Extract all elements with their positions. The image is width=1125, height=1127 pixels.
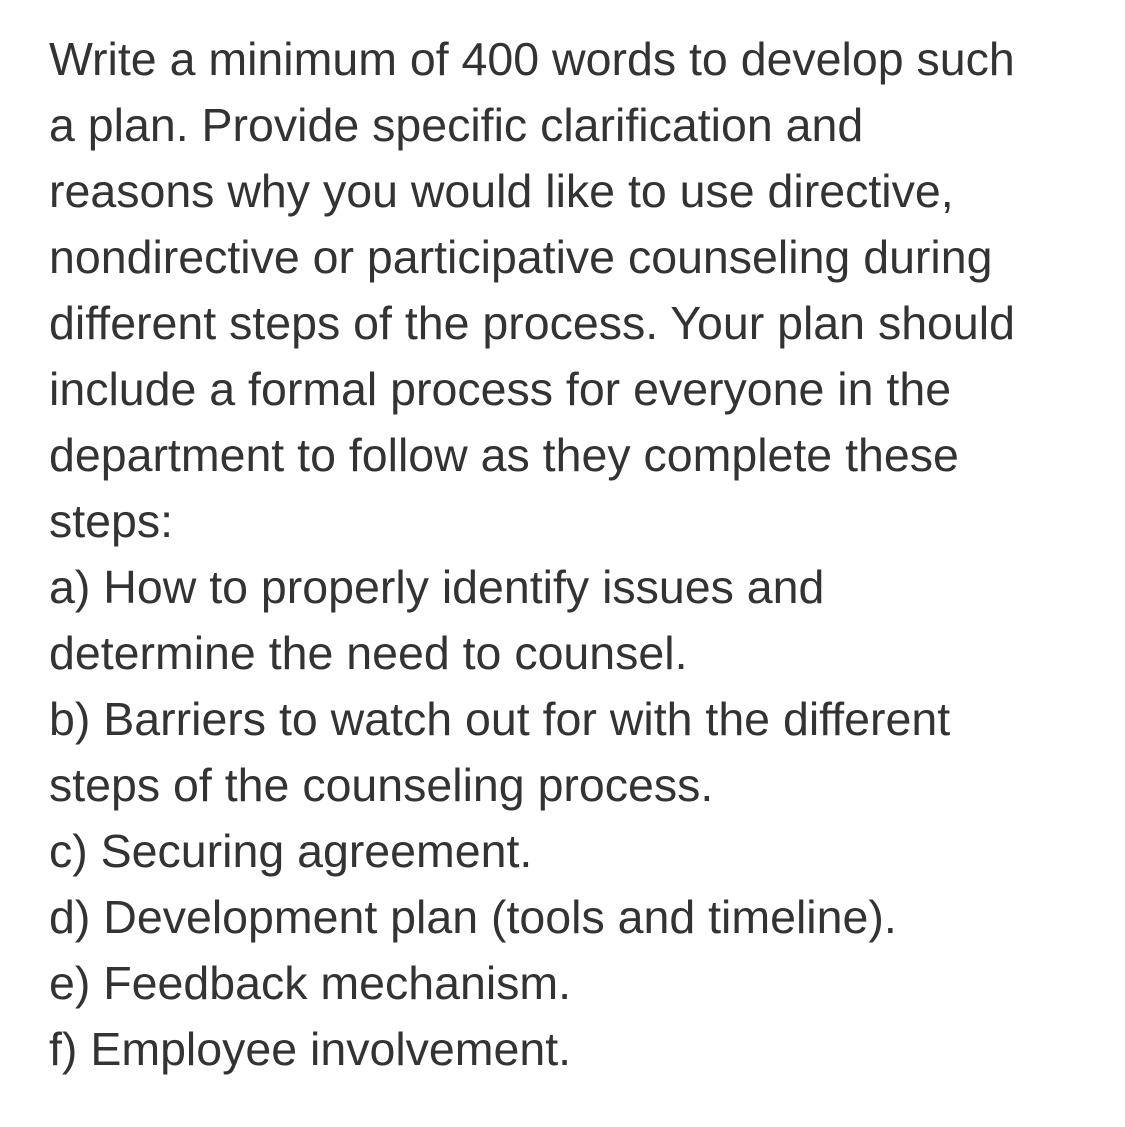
list-item-b: b) Barriers to watch out for with the different	[49, 693, 951, 745]
text-line: steps:	[49, 495, 174, 547]
text-line: reasons why you would like to use directive,	[49, 165, 954, 217]
text-line: department to follow as they complete these	[49, 429, 959, 481]
list-item-a-continued: determine the need to counsel.	[49, 627, 688, 679]
text-line: different steps of the process. Your plan should	[49, 297, 1015, 349]
text-line: a plan. Provide specific clarification and	[49, 99, 864, 151]
list-item-c: c) Securing agreement.	[49, 825, 533, 877]
document-text	[49, 26, 1109, 1082]
list-item-b-continued: steps of the counseling process.	[49, 759, 714, 811]
list-item-e: e) Feedback mechanism.	[49, 957, 572, 1009]
list-item-f: f) Employee involvement.	[49, 1023, 572, 1075]
text-line: nondirective or participative counseling during	[49, 231, 993, 283]
text-line: include a formal process for everyone in the	[49, 363, 952, 415]
list-item-d: d) Development plan (tools and timeline).	[49, 891, 897, 943]
text-line: Write a minimum of 400 words to develop such	[49, 33, 1015, 85]
list-item-a: a) How to properly identify issues and	[49, 561, 825, 613]
